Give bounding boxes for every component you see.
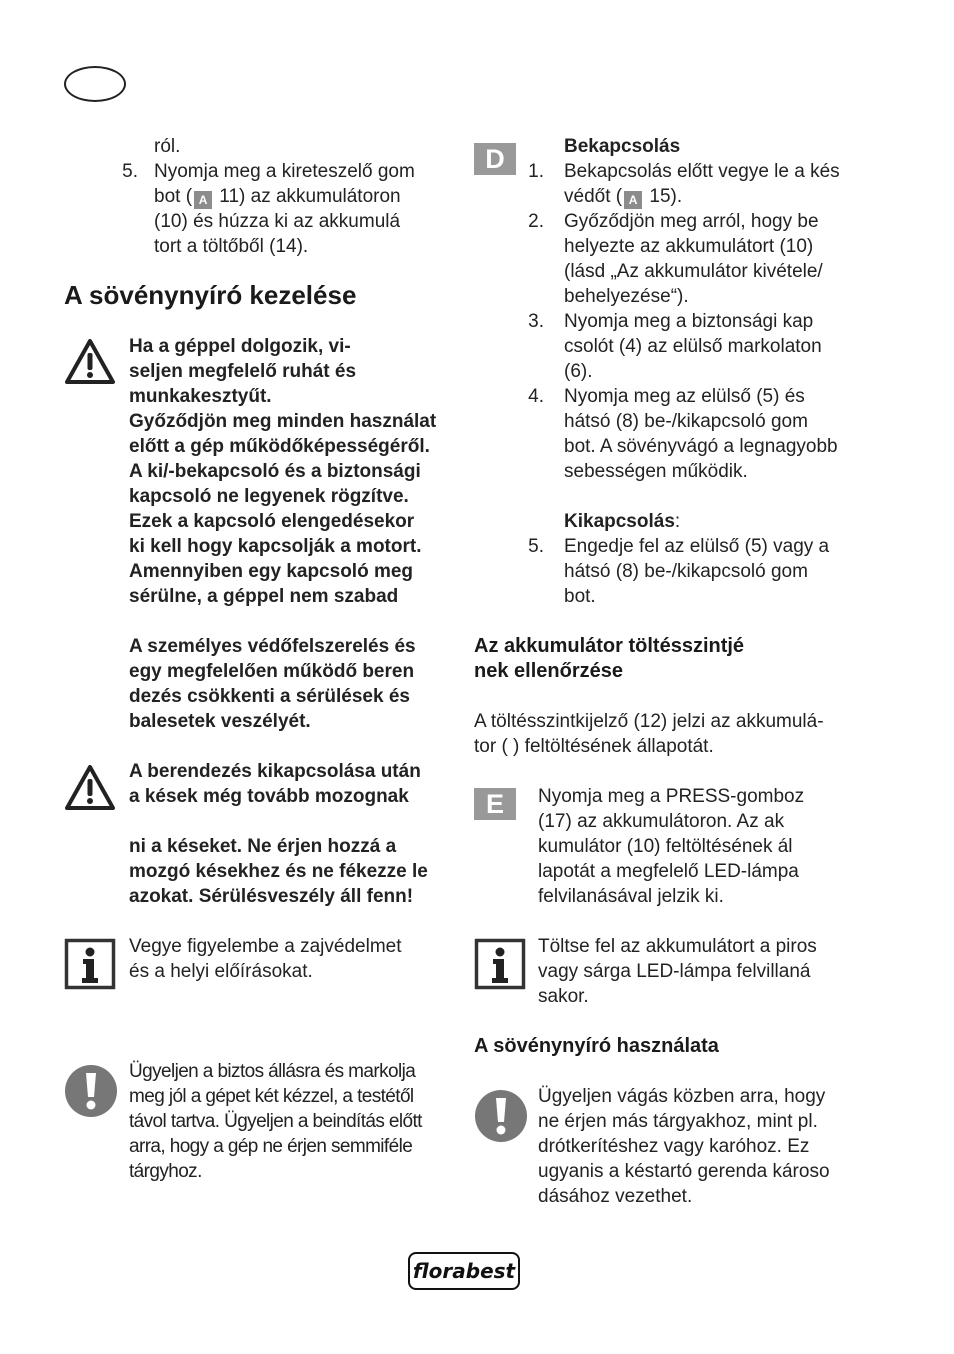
caution-text-1: Ügyeljen a biztos állásra és markolja meg jól a gépet két kézzel, a testétől távol tartva. Ügyeljen a beindítás előtt arra, hogy a gép ne érjen semmiféle tárgyhoz. xyxy=(129,1061,422,1182)
step-number: 5. xyxy=(122,161,138,182)
caution-text-2: Ügyeljen vágás közben arra, hogy ne érjen más tárgyakhoz, mint pl. drótkerítéshez vagy karóhoz. Ez ugyanis a késtartó gerenda károso dásához vezethet. xyxy=(538,1086,830,1207)
warning-text-2b: ni a késeket. Ne érjen hozzá a mozgó késekhez és ne fékezze le azokat. Sérülésveszély áll fenn! xyxy=(129,836,428,907)
step-line-with-figure: bot ( A 11) az akkumulátoron xyxy=(154,186,401,207)
step-item: 1. Bekapcsolás előtt vegye le a kés védőt ( A 15). xyxy=(528,161,840,207)
figure-ref-icon: A xyxy=(624,191,642,209)
info-icon xyxy=(474,938,526,990)
switch-off-title: Kikapcsolás: xyxy=(564,511,681,532)
step-line: (10) és húzza ki az akkumulá xyxy=(154,211,401,232)
left-step-5 xyxy=(108,159,448,259)
figure-ref-icon: A xyxy=(194,191,212,209)
switch-on-title: Bekapcsolás xyxy=(564,136,681,157)
warning-text-1: Ha a géppel dolgozik, vi- seljen megfelelő ruhát és munkakesztyűt. Győződjön meg minden használat előtt a gép működőképességéről. A ki/-bekapcsoló és a biztonsági kapcsoló ne legyenek rögzítve. Ezek a kapcsoló elengedésekor ki kell hogy kapcsolják a motort. Amennyiben egy kapcsoló meg sérülne, a géppel nem szabad xyxy=(129,336,437,607)
step-line: Nyomja meg a kireteszelő gom xyxy=(154,161,415,182)
exclamation-circle-icon xyxy=(64,1064,118,1118)
step-line: tort a töltőből (14). xyxy=(154,236,309,257)
switch-on-steps xyxy=(514,159,874,484)
left-continued-line: ról. xyxy=(154,136,181,157)
warning-triangle-icon xyxy=(64,764,116,812)
step-item: 2. Győződjön meg arról, hogy be helyezte az akkumulátort (10) (lásd „Az akkumulátor kivétele/ behelyezése“). xyxy=(528,211,823,307)
language-badge-oval xyxy=(64,66,126,102)
warning-text-2: A berendezés kikapcsolása után a kések még tovább mozognak xyxy=(129,761,421,807)
info-text-2: Töltse fel az akkumulátort a piros vagy sárga LED-lámpa felvillaná sakor. xyxy=(538,936,817,1007)
exclamation-circle-icon xyxy=(474,1089,528,1143)
section-heading-battery-level: Az akkumulátor töltésszintjé nek ellenőrzése xyxy=(474,635,745,682)
info-text-1: Vegye figyelembe a zajvédelmet és a helyi előírásokat. xyxy=(129,936,402,982)
step-item: 3. Nyomja meg a biztonsági kap csolót (4) az elülső markolaton (6). xyxy=(528,311,822,382)
section-heading-usage: A sövénynyíró használata xyxy=(474,1035,719,1057)
step-item: 4. Nyomja meg az elülső (5) és hátsó (8) be-/kikapcsoló gom bot. A sövényvágó a legnagyobb sebességen működik. xyxy=(528,386,838,482)
battery-level-paragraph: A töltésszintkijelző (12) jelzi az akkumulá- tor ( ) feltöltésének állapotát. xyxy=(474,711,824,757)
warning-text-1b: A személyes védőfelszerelés és egy megfelelően működő beren dezés csökkenti a sérülések és balesetek veszélyét. xyxy=(129,636,416,732)
press-button-text: Nyomja meg a PRESS-gomboz (17) az akkumulátoron. Az ak kumulátor (10) feltöltésének ál lapotát a megfelelő LED-lámpa felvilanásával jelzik ki. xyxy=(538,786,805,907)
brand-logo: florabest xyxy=(408,1252,520,1290)
figure-d-label: D xyxy=(474,143,516,175)
warning-triangle-icon xyxy=(64,338,116,386)
info-icon xyxy=(64,938,116,990)
section-heading-operation: A sövénynyíró kezelése xyxy=(64,280,357,310)
figure-e-label: E xyxy=(474,788,516,820)
switch-off-step: 5. Engedje fel az elülső (5) vagy a hátsó (8) be-/kikapcsoló gom bot. xyxy=(528,536,830,607)
